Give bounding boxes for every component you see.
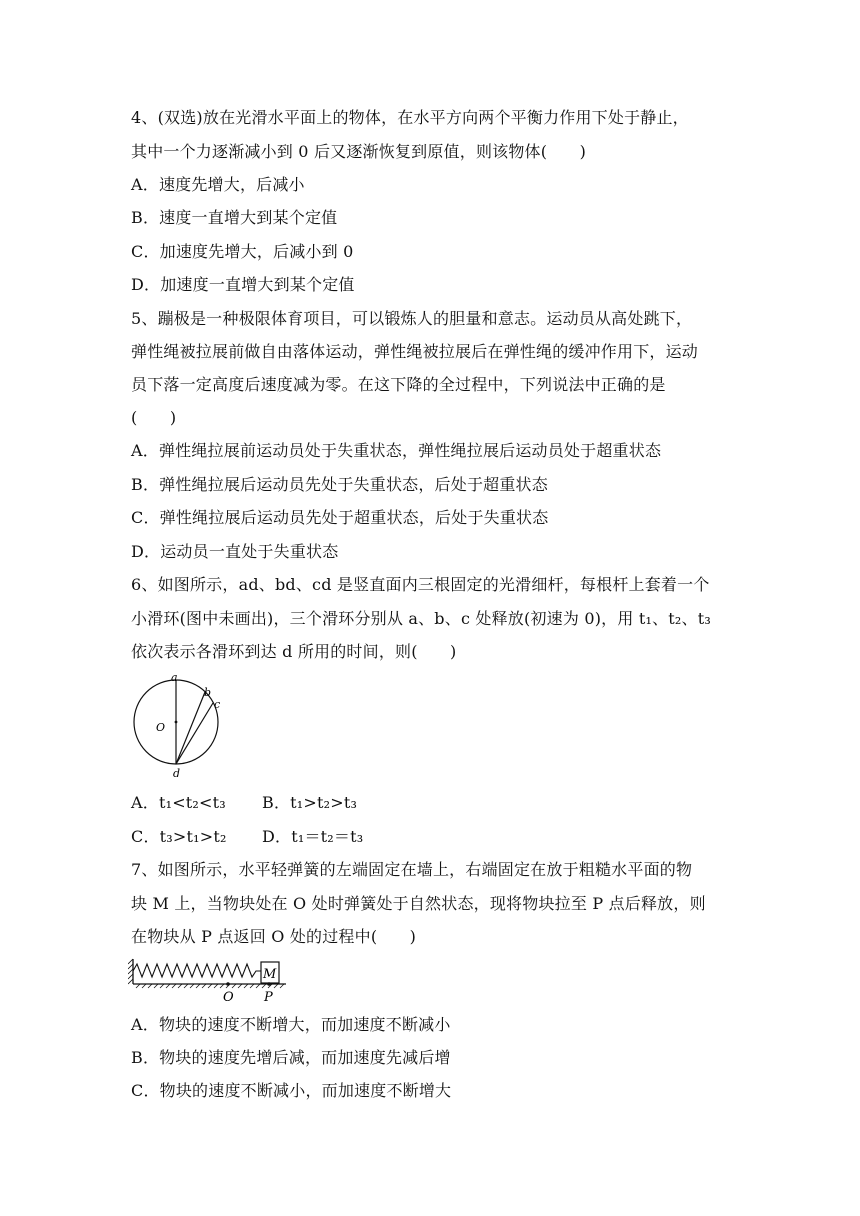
q5-stem-line-1: 5、蹦极是一种极限体育项目，可以锻炼人的胆量和意志。运动员从高处跳下， (131, 309, 693, 328)
q6-option-b: B．t₁>t₂>t₃ (262, 793, 358, 812)
label-o: O (223, 990, 234, 1005)
q6-circle-figure (130, 670, 240, 782)
label-p: P (264, 990, 273, 1005)
q6-option-a: A．t₁<t₂<t₃ (131, 793, 226, 812)
label-a: a (171, 671, 178, 684)
q6-option-c: C．t₃>t₁>t₂ (131, 827, 227, 846)
q5-option-d: D．运动员一直处于失重状态 (131, 542, 339, 561)
q7-spring-figure (128, 955, 288, 1005)
q7-option-a: A．物块的速度不断增大，而加速度不断减小 (131, 1015, 451, 1034)
q5-option-c: C．弹性绳拉展后运动员先处于超重状态，后处于失重状态 (131, 508, 549, 527)
label-c: c (214, 698, 221, 711)
q7-option-c: C．物块的速度不断减小，而加速度不断增大 (131, 1081, 452, 1100)
q7-stem-line-3: 在物块从 P 点返回 O 处的过程中( ) (131, 927, 417, 946)
q4-option-d: D．加速度一直增大到某个定值 (131, 275, 355, 294)
q5-option-a: A．弹性绳拉展前运动员处于失重状态，弹性绳拉展后运动员处于超重状态 (131, 441, 662, 460)
point-o (226, 982, 230, 986)
label-o: O (156, 721, 166, 734)
q4-option-a: A．速度先增大，后减小 (131, 175, 305, 194)
point-p (267, 982, 271, 986)
q6-stem-line-2: 小滑环(图中未画出)，三个滑环分别从 a、b、c 处释放(初速为 0)，用 t₁、t₂、t₃ (131, 609, 711, 628)
q6-option-d: D．t₁＝t₂＝t₃ (262, 827, 364, 846)
spring (133, 964, 261, 977)
wall-hatch (128, 959, 133, 984)
label-d: d (173, 767, 181, 780)
center-point (175, 721, 178, 724)
q4-stem-line-2: 其中一个力逐渐减小到 0 后又逐渐恢复到原值，则该物体( ) (131, 142, 587, 161)
label-m: M (263, 967, 277, 982)
rod-cd (176, 703, 213, 764)
q5-stem-line-4: ( ) (131, 408, 177, 427)
q7-stem-line-2: 块 M 上，当物块处在 O 处时弹簧处于自然状态，现将物块拉至 P 点后释放，则 (131, 894, 706, 913)
q4-option-c: C．加速度先增大，后减小到 0 (131, 242, 354, 261)
rod-bd (176, 692, 205, 764)
q5-stem-line-3: 员下落一定高度后速度减为零。在这下降的全过程中，下列说法中正确的是 (131, 375, 666, 394)
q5-stem-line-2: 弹性绳被拉展前做自由落体运动，弹性绳被拉展后在弹性绳的缓冲作用下，运动 (131, 342, 699, 361)
q6-stem-line-1: 6、如图所示，ad、bd、cd 是竖直面内三根固定的光滑细杆，每根杆上套着一个 (131, 575, 710, 594)
q4-option-b: B．速度一直增大到某个定值 (131, 208, 338, 227)
label-b: b (204, 686, 212, 699)
q4-stem-line-1: 4、(双选)放在光滑水平面上的物体，在水平方向两个平衡力作用下处于静止， (131, 108, 689, 127)
q7-option-b: B．物块的速度先增后减，而加速度先减后增 (131, 1048, 451, 1067)
q5-option-b: B．弹性绳拉展后运动员先处于失重状态，后处于超重状态 (131, 475, 548, 494)
q6-stem-line-3: 依次表示各滑环到达 d 所用的时间，则( ) (131, 642, 457, 661)
q7-stem-line-1: 7、如图所示，水平轻弹簧的左端固定在墙上，右端固定在放于粗糙水平面的物 (131, 860, 693, 879)
